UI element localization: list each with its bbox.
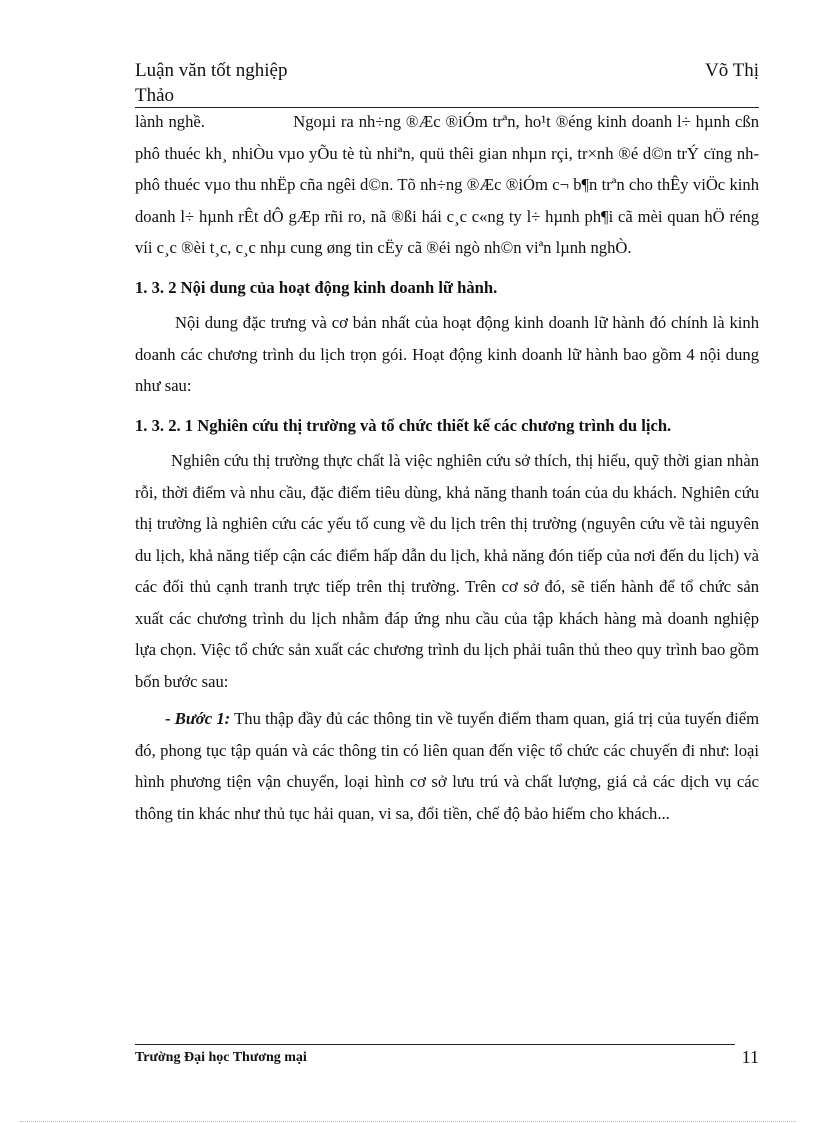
footer-school: Trường Đại học Thương mại [135, 1050, 307, 1065]
step-dash: - [165, 709, 175, 728]
section-heading-1-3-2-1: 1. 3. 2. 1 Nghiên cứu thị trường và tổ chức thiết kế các chương trình du lịch. [135, 415, 672, 435]
page-edge-divider [20, 1121, 796, 1122]
step-1-label: Bước 1: [174, 709, 231, 728]
header-author-wrap: Thảo [135, 85, 175, 106]
page-header [135, 58, 759, 108]
section-heading-1-3-2: 1. 3. 2 Nội dung của hoạt động kinh doanh lữ hành. [135, 277, 498, 297]
footer-rule [135, 1044, 735, 1045]
paragraph-3: Nghiên cứu thị trường thực chất là việc nghiên cứu sở thích, thị hiếu, quỹ thời gian nhàn rỗi, thời điểm và nhu cầu, đặc điểm tiêu dùng, khả năng thanh toán của du khách. Nghiên cứu thị trường là nghiên cứu các yếu tố cung về du lịch trên thị trường (nguyên cứu về tài nguyên du lịch, khả năng tiếp cận các điểm hấp dẫn du lịch, khả năng đón tiếp của nơi đến du lịch) và các đối thủ cạnh tranh trực tiếp trên thị trường. Trên cơ sở đó, sẽ tiến hành để tổ chức sản xuất các chương trình du lịch nhằm đáp ứng nhu cầu của tập khách hàng mà doanh nghiệp lựa chọn. Việc tổ chức sản xuất các chương trình du lịch phải tuân thủ theo quy trình bao gồm bốn bước sau: [135, 451, 759, 691]
paragraph-4 [135, 703, 759, 829]
document-body [135, 106, 764, 829]
paragraph-1: lành nghề. Ngoµi ra nh÷ng ®Æc ®iÓm trªn, ho¹t ®éng kinh doanh l÷ hµnh cßn phô thuéc kh¸ nhiÒu vµo yÕu tè tù nhiªn, quü thêi gian nhµn rçi, tr×nh ®é d©n trÝ cïng nh phô thuéc vµo thu nhËp cña ngêi d©n. Tõ nh÷ng ®Æc ®iÓm c¬ b¶n trªn cho thÊy viÖc kinh doanh l÷ hµnh rÊt dÔ gÆp rñi ro, nã ®ßi hái c¸c c«ng ty l÷ hµnh ph¶i cã mèi quan hÖ réng víi c¸c ®èi t¸c, c¸c nhµ cung øng tin cËy cã ®éi ngò nh©n viªn lµnh nghÒ. [135, 112, 764, 257]
step-1-text: Thu thập đầy đủ các thông tin về tuyến điểm tham quan, giá trị của tuyến điểm đó, phong tục tập quán và các thông tin có liên quan đến việc tổ chức các chuyến đi như: loại hình phương tiện vận chuyển, loại hình cơ sở lưu trú và chất lượng, giá cả các dịch vụ các thông tin khác như thủ tục hải quan, vi sa, đổi tiền, chế độ bảo hiểm cho khách... [135, 709, 759, 823]
page-footer [135, 1047, 759, 1067]
header-author: Võ Thị [704, 60, 759, 81]
paragraph-2: Nội dung đặc trưng và cơ bản nhất của hoạt động kinh doanh lữ hành đó chính là kinh doanh các chương trình du lịch trọn gói. Hoạt động kinh doanh lữ hành bao gồm 4 nội dung như sau: [135, 313, 759, 395]
page-number: 11 [741, 1047, 759, 1067]
header-title: Luận văn tốt nghiệp [135, 60, 288, 81]
